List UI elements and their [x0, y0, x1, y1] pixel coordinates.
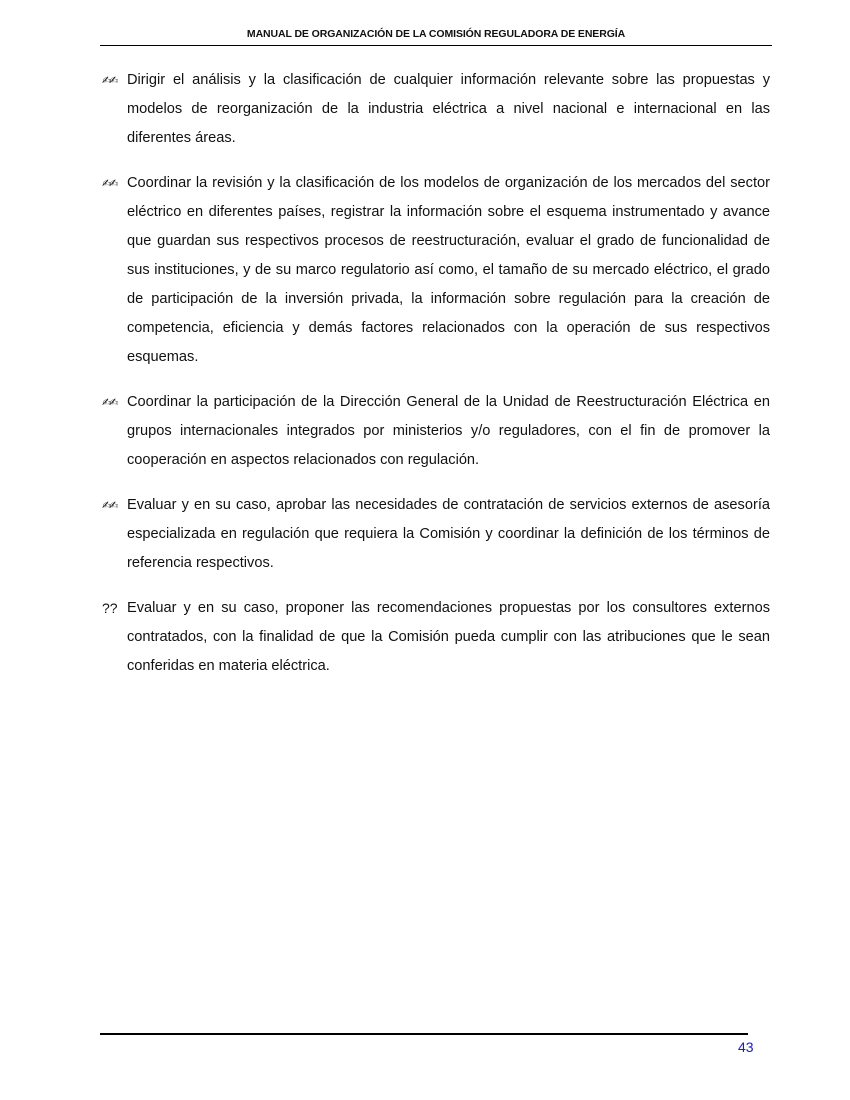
- writing-hand-icon: ✍✍: [102, 499, 117, 512]
- function-list: [102, 66, 770, 697]
- list-item: [102, 491, 770, 578]
- page-number: 43: [738, 1039, 754, 1055]
- list-item-text: Dirigir el análisis y la clasificación de cualquier información relevante sobre las propuestas y modelos de reorganización de la industria eléctrica a nivel nacional e internacional en las diferentes áreas.: [127, 72, 770, 146]
- list-item-text: Evaluar y en su caso, aprobar las necesidades de contratación de servicios externos de asesoría especializada en regulación que requiera la Comisión y coordinar la definición de los términos de referencia respectivos.: [127, 497, 770, 571]
- writing-hand-icon: ✍✍: [102, 177, 117, 190]
- header-divider: [100, 45, 772, 46]
- list-item: [102, 66, 770, 153]
- list-item: [102, 594, 770, 681]
- list-item-text: Evaluar y en su caso, proponer las recomendaciones propuestas por los consultores externos contratados, con la finalidad de que la Comisión pueda cumplir con las atribuciones que le sean conferidas en materia eléctrica.: [127, 600, 770, 674]
- list-item-text: Coordinar la revisión y la clasificación de los modelos de organización de los mercados del sector eléctrico en diferentes países, registrar la información sobre el esquema instrumentado y avance que guardan sus respectivos procesos de reestructuración, evaluar el grado de funcionalidad de sus instituciones, y de su marco regulatorio así como, el tamaño de su mercado eléctrico, el grado de participación de la inversión privada, la información sobre regulación para la creación de competencia, eficiencia y demás factores relacionados con la operación de sus respectivos esquemas.: [127, 175, 770, 365]
- list-item-text: Coordinar la participación de la Dirección General de la Unidad de Reestructuración Eléctrica en grupos internacionales integrados por ministerios y/o reguladores, con el fin de promover la cooperación en aspectos relacionados con regulación.: [127, 394, 770, 468]
- writing-hand-icon: ✍✍: [102, 396, 117, 409]
- question-marks-icon: ??: [102, 600, 118, 616]
- header-title: MANUAL DE ORGANIZACIÓN DE LA COMISIÓN REGULADORA DE ENERGÍA: [246, 28, 626, 40]
- list-item: [102, 169, 770, 372]
- footer-divider: [100, 1033, 748, 1035]
- writing-hand-icon: ✍✍: [102, 74, 117, 87]
- list-item: [102, 388, 770, 475]
